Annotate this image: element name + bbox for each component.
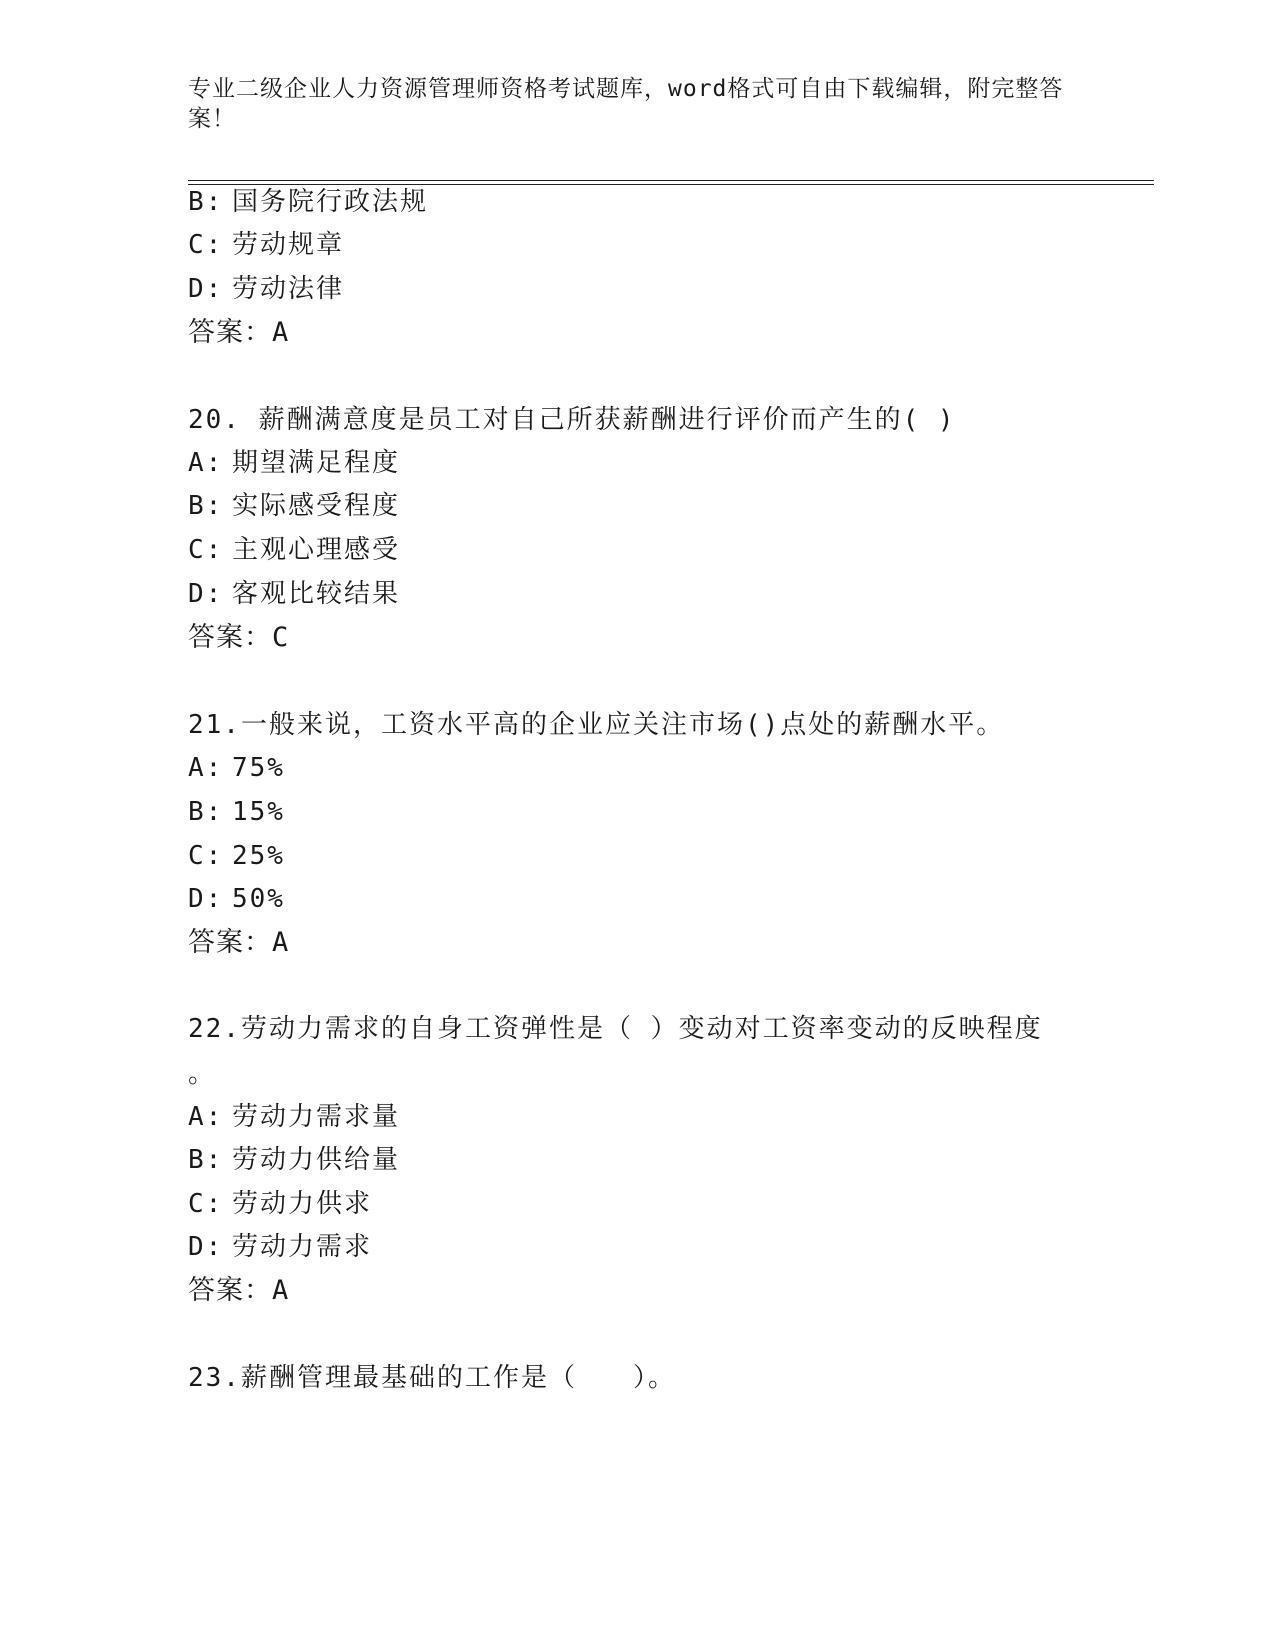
option-label: A: xyxy=(188,448,224,478)
option-d xyxy=(188,578,400,610)
answer-line xyxy=(188,317,288,349)
option-text: 15% xyxy=(232,797,285,827)
question-stem-continuation xyxy=(188,1058,216,1090)
option-text: 客观比较结果 xyxy=(232,579,401,609)
question-22-stem: 22.劳动力需求的自身工资弹性是（ ）变动对工资率变动的反映程度 xyxy=(188,1014,1043,1044)
option-text: 主观心理感受 xyxy=(232,535,401,565)
option-label: D: xyxy=(188,884,224,914)
option-label: C: xyxy=(188,535,224,565)
option-b xyxy=(188,796,285,828)
answer-label: 答案： xyxy=(188,1275,272,1306)
option-text: 劳动力需求 xyxy=(232,1232,373,1262)
option-d xyxy=(188,1231,372,1263)
question-23-stem: 23.薪酬管理最基础的工作是（ ）。 xyxy=(188,1363,676,1393)
option-label: D: xyxy=(188,579,224,609)
answer-value: A xyxy=(272,317,289,348)
option-c xyxy=(188,534,400,566)
option-a xyxy=(188,1101,400,1133)
option-text: 期望满足程度 xyxy=(232,448,401,478)
option-c xyxy=(188,229,344,261)
option-text: 50% xyxy=(232,884,285,914)
option-text: 劳动力需求量 xyxy=(232,1102,401,1132)
answer-value: C xyxy=(272,622,289,653)
option-c xyxy=(188,840,285,872)
option-text: 25% xyxy=(232,841,285,871)
question-21-stem: 21.一般来说，工资水平高的企业应关注市场()点处的薪酬水平。 xyxy=(188,710,1005,740)
option-label: C: xyxy=(188,230,224,260)
question-stem xyxy=(188,709,1004,741)
option-label: B: xyxy=(188,1145,224,1175)
question-stem xyxy=(188,404,956,436)
option-b xyxy=(188,186,428,218)
question-stem xyxy=(188,1013,1043,1045)
header-text: 专业二级企业人力资源管理师资格考试题库，word格式可自由下载编辑，附完整答案！ xyxy=(188,76,1064,132)
document-header xyxy=(188,74,1068,134)
option-label: D: xyxy=(188,274,224,304)
option-text: 劳动规章 xyxy=(232,230,345,260)
option-text: 劳动法律 xyxy=(232,274,345,304)
option-d xyxy=(188,273,344,305)
question-20-stem: 20. 薪酬满意度是员工对自己所获薪酬进行评价而产生的( ) xyxy=(188,405,956,435)
answer-label: 答案： xyxy=(188,622,272,653)
option-label: C: xyxy=(188,841,224,871)
answer-value: A xyxy=(272,1275,289,1306)
option-b xyxy=(188,1144,400,1176)
option-text: 国务院行政法规 xyxy=(232,187,429,217)
option-a xyxy=(188,752,285,784)
answer-label: 答案： xyxy=(188,927,272,958)
question-stem xyxy=(188,1362,676,1394)
option-text: 实际感受程度 xyxy=(232,491,401,521)
header-divider-top xyxy=(188,180,1154,181)
option-label: B: xyxy=(188,187,224,217)
option-text: 劳动力供给量 xyxy=(232,1145,401,1175)
option-label: A: xyxy=(188,1102,224,1132)
answer-line xyxy=(188,1275,288,1307)
option-text: 75% xyxy=(232,753,285,783)
answer-label: 答案： xyxy=(188,317,272,348)
question-22-stem-cont: 。 xyxy=(188,1059,217,1089)
answer-line xyxy=(188,927,288,959)
header-divider-bottom xyxy=(188,184,1154,185)
option-d xyxy=(188,883,285,915)
option-label: D: xyxy=(188,1232,224,1262)
option-b xyxy=(188,490,400,522)
option-a xyxy=(188,447,400,479)
option-label: B: xyxy=(188,491,224,521)
option-label: C: xyxy=(188,1189,224,1219)
answer-value: A xyxy=(272,927,289,958)
option-text: 劳动力供求 xyxy=(232,1189,373,1219)
option-label: B: xyxy=(188,797,224,827)
option-label: A: xyxy=(188,753,224,783)
answer-line xyxy=(188,622,288,654)
option-c xyxy=(188,1188,372,1220)
